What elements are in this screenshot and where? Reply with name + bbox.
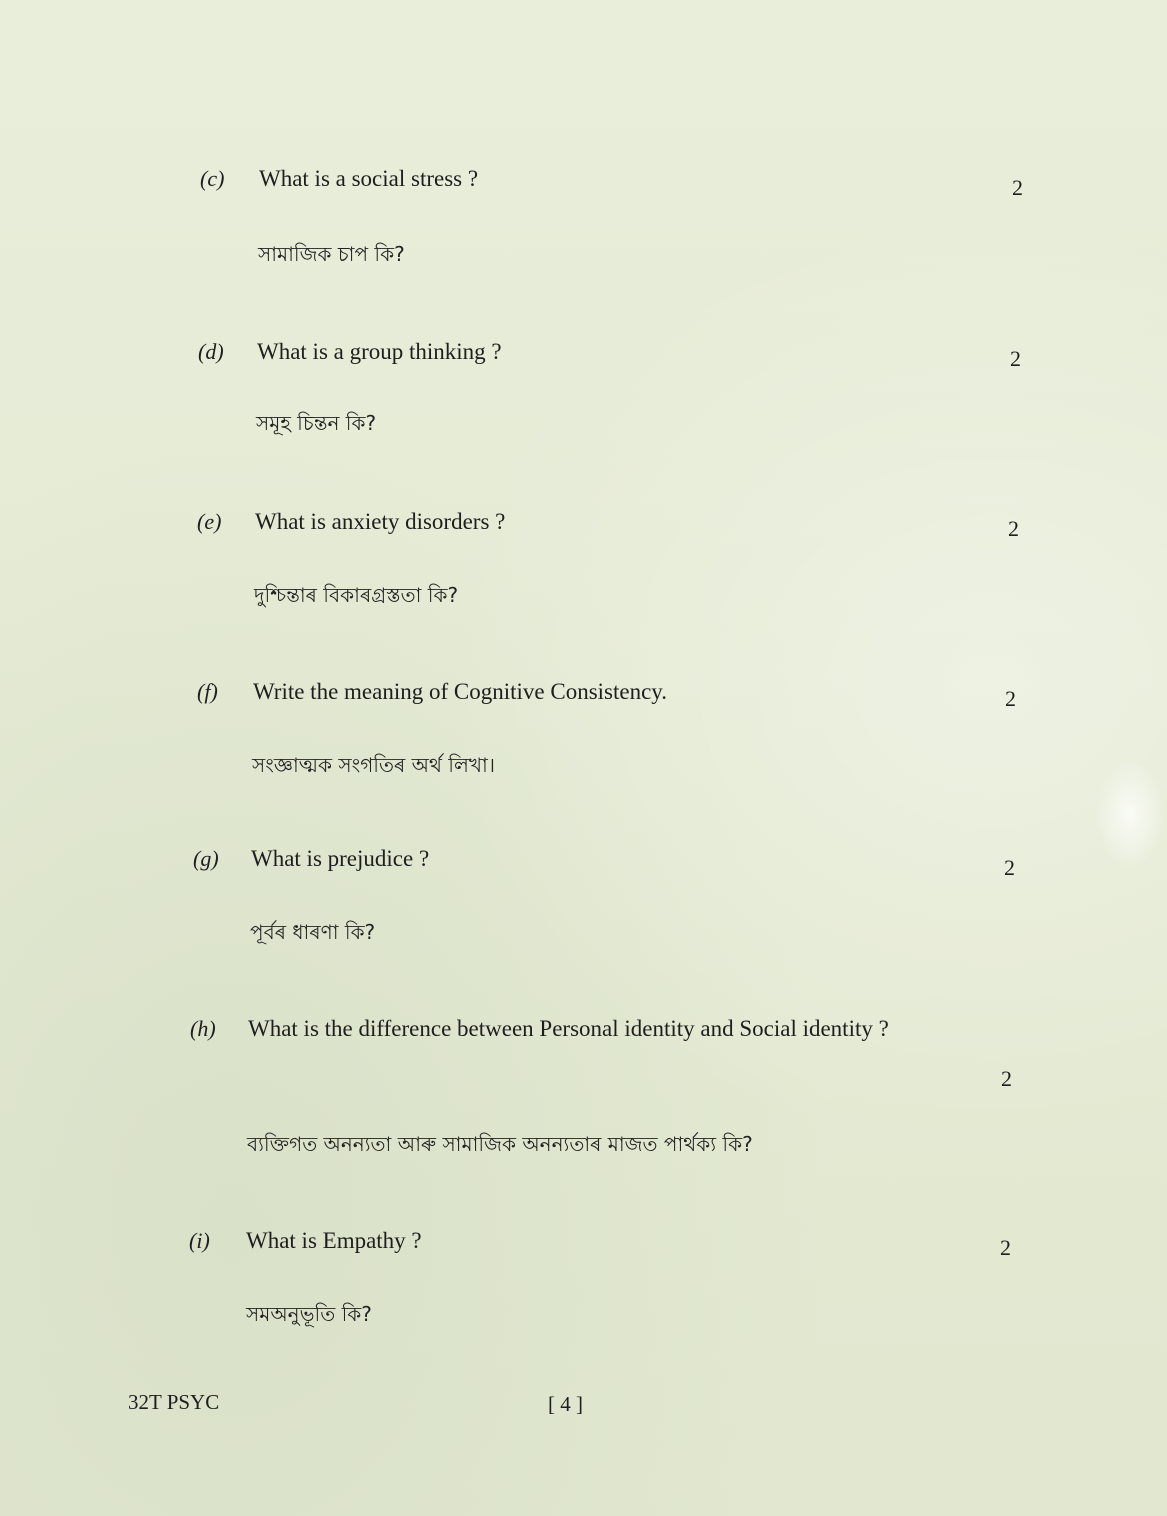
- paper-crease: [1095, 760, 1165, 870]
- question-translation: সংজ্ঞাত্মক সংগতিৰ অৰ্থ লিখা।: [252, 753, 496, 777]
- question-text: What is Empathy ?: [246, 1228, 422, 1253]
- question-translation: দুশ্চিন্তাৰ বিকাৰগ্ৰস্ততা কি?: [254, 583, 459, 607]
- question-label: (c): [200, 166, 225, 191]
- paper-code: 32T PSYC: [128, 1390, 220, 1414]
- question-label: (f): [197, 679, 218, 704]
- question-label: (i): [189, 1228, 210, 1253]
- question-translation: সমূহ চিন্তন কি?: [256, 411, 377, 435]
- question-marks: 2: [1012, 175, 1023, 200]
- question-label: (g): [193, 846, 219, 871]
- question-translation: সমঅনুভূতি কি?: [246, 1302, 372, 1326]
- question-translation: পূৰ্বৰ ধাৰণা কি?: [250, 920, 376, 944]
- question-label: (e): [197, 509, 222, 534]
- question-text: What is a social stress ?: [259, 166, 479, 191]
- question-marks: 2: [1008, 516, 1019, 541]
- question-text: What is anxiety disorders ?: [255, 509, 506, 534]
- page-number: [ 4 ]: [548, 1392, 583, 1416]
- question-translation: ব্যক্তিগত অনন্যতা আৰু সামাজিক অনন্যতাৰ মাজত পাৰ্থক্য কি?: [247, 1132, 753, 1156]
- question-translation: সামাজিক চাপ কি?: [258, 242, 405, 266]
- question-label: (h): [190, 1016, 216, 1041]
- question-text: What is prejudice ?: [251, 846, 430, 871]
- question-label: (d): [198, 339, 224, 364]
- question-marks: 2: [1001, 1066, 1012, 1091]
- question-text: Write the meaning of Cognitive Consistency.: [253, 679, 668, 704]
- question-marks: 2: [1010, 346, 1021, 371]
- question-text: What is a group thinking ?: [257, 339, 502, 364]
- question-marks: 2: [1004, 855, 1015, 880]
- question-text: What is the difference between Personal identity and Social identity ?: [248, 1016, 889, 1041]
- question-marks: 2: [1005, 686, 1016, 711]
- question-marks: 2: [1000, 1235, 1011, 1260]
